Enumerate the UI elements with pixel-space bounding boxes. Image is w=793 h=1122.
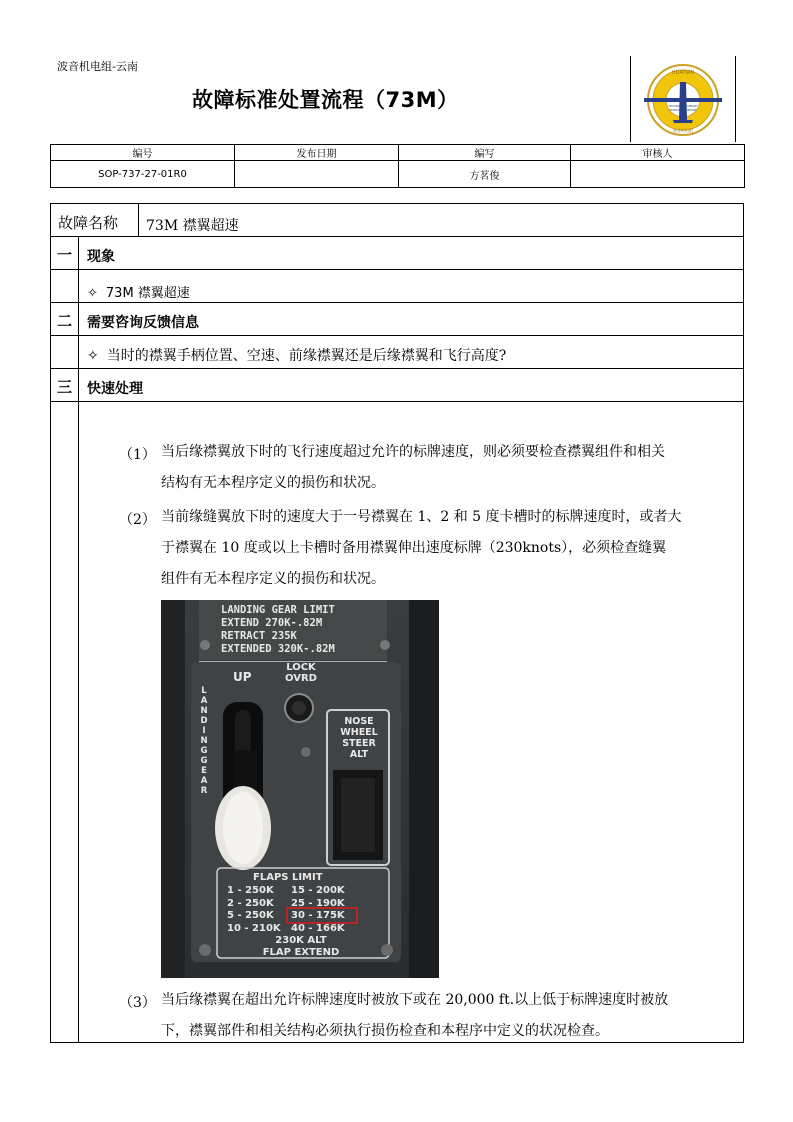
section-3-number: 三 [57,378,73,396]
flaps-limit-title: FLAPS LIMIT [253,872,323,883]
procedure-2-number: （2） [119,512,156,528]
landing-gear-vertical-label: LANDING GEAR [200,686,208,796]
gear-limit-placard: LANDING GEAR LIMIT EXTEND 270K-.82M RETRACT 235K EXTENDED 320K-.82M [221,604,335,655]
meta-header-id: 编号 [51,145,235,161]
meta-value-date [235,161,399,188]
meta-value-author: 方茗俊 [399,161,571,188]
fault-name-label: 故障名称 [58,214,119,232]
company-logo [640,62,726,138]
procedure-1-number: （1） [119,447,156,463]
section-2-heading [51,303,743,336]
section-2-title: 需要咨询反馈信息 [87,315,199,331]
procedure-3-text: 当后缘襟翼在超出允许标牌速度时被放下或在 20,000 ft.以上低于标牌速度时被放 下，襟翼部件和相关结构必须执行损伤检查和本程序中定义的状况检查。 [161,992,669,1039]
section-2-number: 二 [57,312,73,330]
flaps-limit-right-column: 15 - 200K 25 - 190K 30 - 175K 40 - 166K [291,885,345,934]
svg-text:波音机电组: 波音机电组 [673,128,693,133]
section-2-item-row [51,336,743,369]
flaps-limit-left-column: 1 - 250K 2 - 250K 5 - 250K 10 - 210K [227,885,281,934]
section-1-number: 一 [57,246,73,264]
procedure-3-number: （3） [119,995,156,1011]
meta-value-id: SOP-737-27-01R0 [51,161,235,188]
section-2-item: 当时的襟翼手柄位置、空速、前缘襟翼还是后缘襟翼和飞行高度? [106,348,507,364]
section-1-title: 现象 [87,249,115,265]
diamond-bullet-icon: ✧ [87,348,99,364]
org-name: 波音机电组-云南 [57,60,138,73]
fault-name-row [51,204,743,237]
logo-divider-left [630,56,631,142]
meta-header-author: 编写 [399,145,571,161]
meta-header-date: 发布日期 [235,145,399,161]
procedure-2-text: 当前缘缝翼放下时的速度大于一号襟翼在 1、2 和 5 度卡槽时的标牌速度时，或者大 于襟翼在 10 度或以上卡槽时备用襟翼伸出速度标牌（230knots），必须检查缝翼 组件有无本程序定义的损伤和状况。 [161,509,682,587]
flap-extend-label: 230K ALT FLAP EXTEND [262,935,340,958]
logo-ring-text: HUATIAN [671,70,695,76]
gear-up-label: UP [233,670,252,684]
svg-text:TECHNICAL SUPPORT: TECHNICAL SUPPORT [668,104,698,108]
fault-name-value: 73M 襟翼超速 [146,218,239,234]
section-1-heading [51,237,743,270]
meta-table [50,144,745,188]
nose-wheel-steer-label: NOSE WHEEL STEER ALT [340,716,378,760]
section-3-heading [51,369,743,402]
procedure-1-text: 当后缘襟翼放下时的飞行速度超过允许的标牌速度，则必须要检查襟翼组件和相关 结构有无本程序定义的损伤和状况。 [161,444,665,491]
section-1-item-row [51,270,743,303]
procedure-form [50,203,744,1043]
section-3-title: 快速处理 [87,381,143,397]
meta-header-reviewer: 审核人 [571,145,745,161]
svg-text:DISPATCH SUPPORT: DISPATCH SUPPORT [669,108,697,112]
diamond-bullet-icon: ✧ [87,286,98,301]
logo-divider-right [735,56,736,142]
meta-value-reviewer [571,161,745,188]
section-1-item: 73M 襟翼超速 [105,286,190,301]
landing-gear-panel-photo [161,600,439,978]
page-title: 故障标准处置流程（73M） [192,88,459,112]
lock-override-label: LOCK OVRD [285,662,317,684]
